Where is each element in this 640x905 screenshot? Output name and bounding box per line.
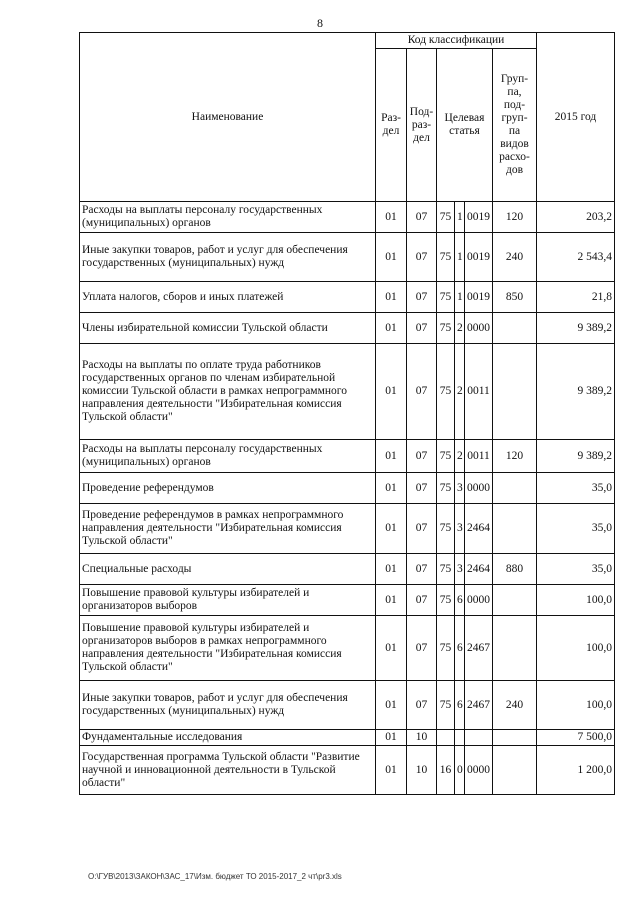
row-amount: 203,2	[537, 202, 615, 233]
page-number: 8	[317, 16, 323, 30]
row-name: Члены избирательной комиссии Тульской области	[80, 313, 376, 344]
row-name: Уплата налогов, сборов и иных платежей	[80, 282, 376, 313]
table-row	[80, 730, 615, 746]
table-row	[80, 440, 615, 473]
row-target-program: 75	[437, 344, 455, 440]
row-expense-group	[493, 616, 537, 681]
row-target-code: 0000	[465, 313, 493, 344]
row-expense-group: 240	[493, 681, 537, 730]
row-target-code: 0011	[465, 440, 493, 473]
table-row	[80, 233, 615, 282]
row-target-code: 0019	[465, 202, 493, 233]
table-row	[80, 313, 615, 344]
row-target-subprogram	[455, 730, 465, 746]
table-row	[80, 554, 615, 585]
row-target-program: 75	[437, 681, 455, 730]
row-name: Иные закупки товаров, работ и услуг для обеспечения государственных (муниципальных) нужд	[80, 233, 376, 282]
row-razdel: 01	[376, 504, 407, 554]
row-target-code: 0000	[465, 473, 493, 504]
row-target-program: 75	[437, 554, 455, 585]
row-expense-group: 850	[493, 282, 537, 313]
row-podrazdel: 07	[407, 202, 437, 233]
row-razdel: 01	[376, 616, 407, 681]
row-target-subprogram: 2	[455, 313, 465, 344]
row-razdel: 01	[376, 344, 407, 440]
row-amount: 100,0	[537, 681, 615, 730]
row-razdel: 01	[376, 202, 407, 233]
row-podrazdel: 07	[407, 282, 437, 313]
header-razdel: Раз- дел	[376, 49, 407, 202]
row-name: Специальные расходы	[80, 554, 376, 585]
row-target-code: 0000	[465, 746, 493, 795]
header-podrazdel: Под- раз- дел	[407, 49, 437, 202]
row-target-program: 75	[437, 233, 455, 282]
row-razdel: 01	[376, 233, 407, 282]
table-row	[80, 746, 615, 795]
row-target-program: 75	[437, 282, 455, 313]
header-code-group: Код классификации	[376, 33, 537, 49]
row-target-program: 75	[437, 440, 455, 473]
row-target-code: 0000	[465, 585, 493, 616]
row-razdel: 01	[376, 313, 407, 344]
row-razdel: 01	[376, 585, 407, 616]
row-podrazdel: 07	[407, 554, 437, 585]
row-name: Государственная программа Тульской области "Развитие научной и инновационной деятельности в Тульской области"	[80, 746, 376, 795]
row-target-code: 2467	[465, 681, 493, 730]
row-podrazdel: 07	[407, 681, 437, 730]
row-amount: 9 389,2	[537, 440, 615, 473]
row-amount: 21,8	[537, 282, 615, 313]
row-target-program	[437, 730, 455, 746]
table-row	[80, 504, 615, 554]
row-expense-group	[493, 730, 537, 746]
row-expense-group	[493, 313, 537, 344]
row-target-code: 0019	[465, 233, 493, 282]
table-row	[80, 282, 615, 313]
row-name: Проведение референдумов в рамках непрограммного направления деятельности "Избирательная комиссия Тульской области"	[80, 504, 376, 554]
row-podrazdel: 07	[407, 440, 437, 473]
row-target-subprogram: 6	[455, 585, 465, 616]
row-amount: 35,0	[537, 504, 615, 554]
row-target-program: 75	[437, 202, 455, 233]
row-name: Иные закупки товаров, работ и услуг для обеспечения государственных (муниципальных) нужд	[80, 681, 376, 730]
row-expense-group: 120	[493, 202, 537, 233]
file-path-footer: О:\ГУВ\2013\ЗАКОН\ЗАС_17\Изм. бюджет ТО 2015-2017_2 чт\pr3.xls	[88, 872, 342, 881]
row-target-program: 75	[437, 616, 455, 681]
row-razdel: 01	[376, 473, 407, 504]
row-target-program: 16	[437, 746, 455, 795]
row-target-code: 0019	[465, 282, 493, 313]
row-expense-group	[493, 473, 537, 504]
row-expense-group	[493, 344, 537, 440]
row-razdel: 01	[376, 440, 407, 473]
row-target-subprogram: 2	[455, 344, 465, 440]
row-name: Проведение референдумов	[80, 473, 376, 504]
row-target-subprogram: 1	[455, 282, 465, 313]
row-name: Расходы на выплаты по оплате труда работников государственных органов по членам избирательной комиссии Тульской области в рамках непрограммного направления деятельности "Избирательная комиссия Тульской области"	[80, 344, 376, 440]
row-amount: 35,0	[537, 473, 615, 504]
table-row	[80, 585, 615, 616]
row-amount: 9 389,2	[537, 313, 615, 344]
row-target-subprogram: 1	[455, 202, 465, 233]
row-target-subprogram: 3	[455, 473, 465, 504]
row-podrazdel: 07	[407, 504, 437, 554]
row-expense-group	[493, 504, 537, 554]
row-expense-group: 240	[493, 233, 537, 282]
row-podrazdel: 07	[407, 233, 437, 282]
budget-table	[79, 32, 615, 795]
row-expense-group	[493, 585, 537, 616]
row-razdel: 01	[376, 681, 407, 730]
row-podrazdel: 07	[407, 616, 437, 681]
row-amount: 1 200,0	[537, 746, 615, 795]
table-row	[80, 473, 615, 504]
row-name: Повышение правовой культуры избирателей и организаторов выборов в рамках непрограммного направления деятельности "Избирательная комиссия Тульской области"	[80, 616, 376, 681]
row-amount: 7 500,0	[537, 730, 615, 746]
table-row	[80, 344, 615, 440]
row-amount: 9 389,2	[537, 344, 615, 440]
row-amount: 100,0	[537, 616, 615, 681]
row-razdel: 01	[376, 746, 407, 795]
row-target-code: 2464	[465, 554, 493, 585]
row-name: Расходы на выплаты персоналу государственных (муниципальных) органов	[80, 440, 376, 473]
header-name: Наименование	[80, 33, 376, 202]
row-name: Расходы на выплаты персоналу государственных (муниципальных) органов	[80, 202, 376, 233]
header-group: Груп- па, под- груп- па видов расхо- дов	[493, 49, 537, 202]
row-razdel: 01	[376, 282, 407, 313]
header-year: 2015 год	[537, 33, 615, 202]
row-target-program: 75	[437, 473, 455, 504]
row-target-code: 0011	[465, 344, 493, 440]
row-amount: 2 543,4	[537, 233, 615, 282]
row-amount: 35,0	[537, 554, 615, 585]
table-row	[80, 616, 615, 681]
row-podrazdel: 07	[407, 585, 437, 616]
row-target-program: 75	[437, 313, 455, 344]
row-target-subprogram: 3	[455, 554, 465, 585]
row-target-program: 75	[437, 585, 455, 616]
row-target-subprogram: 6	[455, 616, 465, 681]
row-razdel: 01	[376, 730, 407, 746]
row-podrazdel: 07	[407, 344, 437, 440]
row-target-subprogram: 3	[455, 504, 465, 554]
row-razdel: 01	[376, 554, 407, 585]
row-target-code: 2467	[465, 616, 493, 681]
row-target-subprogram: 0	[455, 746, 465, 795]
row-podrazdel: 10	[407, 730, 437, 746]
row-name: Повышение правовой культуры избирателей и организаторов выборов	[80, 585, 376, 616]
row-expense-group: 880	[493, 554, 537, 585]
row-expense-group	[493, 746, 537, 795]
row-target-code	[465, 730, 493, 746]
table-row	[80, 202, 615, 233]
row-target-code: 2464	[465, 504, 493, 554]
row-target-subprogram: 1	[455, 233, 465, 282]
row-target-program: 75	[437, 504, 455, 554]
row-podrazdel: 10	[407, 746, 437, 795]
row-target-subprogram: 2	[455, 440, 465, 473]
row-podrazdel: 07	[407, 473, 437, 504]
header-target: Целевая статья	[437, 49, 493, 202]
row-target-subprogram: 6	[455, 681, 465, 730]
row-amount: 100,0	[537, 585, 615, 616]
row-name: Фундаментальные исследования	[80, 730, 376, 746]
row-expense-group: 120	[493, 440, 537, 473]
table-row	[80, 681, 615, 730]
row-podrazdel: 07	[407, 313, 437, 344]
